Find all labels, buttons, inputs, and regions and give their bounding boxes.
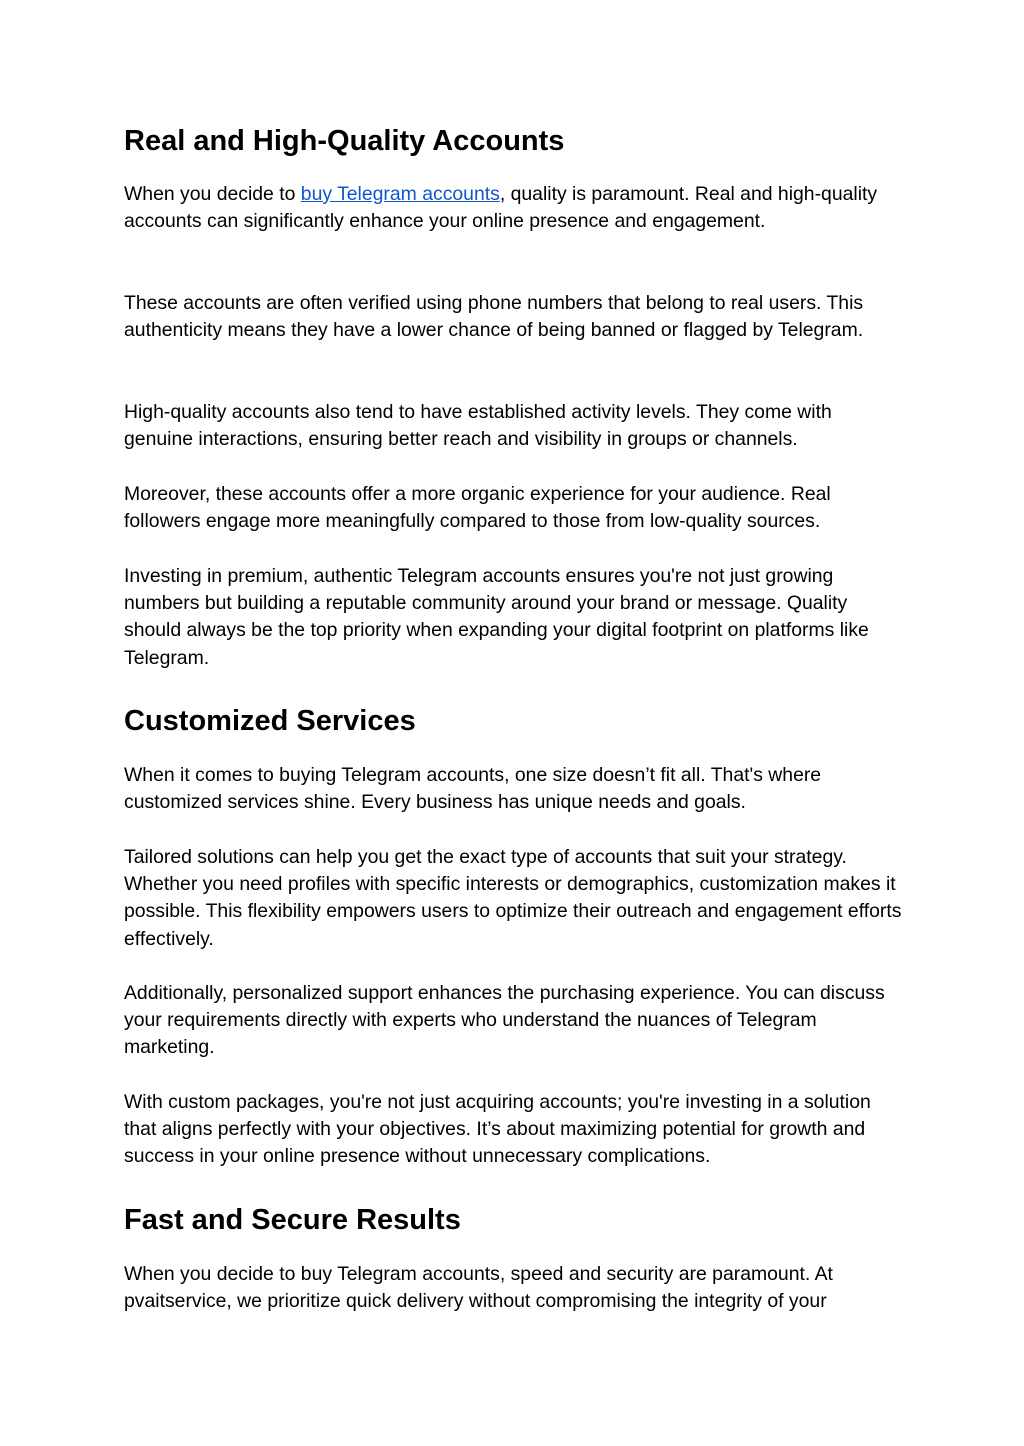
paragraph: Moreover, these accounts offer a more organic experience for your audience. Real followers engage more meaningfully compared to those from low-quality sources.	[124, 483, 831, 533]
paragraph: Tailored solutions can help you get the exact type of accounts that suit your strategy. Whether you need profiles with specific interests or demographics, customization makes it possible. This flexibility empowers users to optimize their outreach and engagement efforts effectively.	[124, 846, 902, 950]
paragraph-text: , quality is paramount. Real and high-quality accounts can significantly enhance your online presence and engagement.	[124, 183, 878, 233]
paragraph: Investing in premium, authentic Telegram accounts ensures you're not just growing numbers but building a reputable community around your brand or message. Quality should always be the top priority when expanding your digital footprint on platforms like Telegram.	[124, 565, 869, 669]
section-heading-fast-secure-results: Fast and Secure Results	[124, 1204, 461, 1236]
paragraph-text: When you decide to	[124, 183, 301, 205]
paragraph: When you decide to buy Telegram accounts, speed and security are paramount. At pvaitservice, we prioritize quick delivery without compromising the integrity of your	[124, 1263, 833, 1313]
buy-telegram-accounts-link[interactable]: buy Telegram accounts	[300, 183, 500, 205]
paragraph: High-quality accounts also tend to have established activity levels. They come with genuine interactions, ensuring better reach and visibility in groups or channels.	[124, 401, 832, 451]
paragraph: Additionally, personalized support enhances the purchasing experience. You can discuss your requirements directly with experts who understand the nuances of Telegram marketing.	[124, 982, 885, 1059]
paragraph	[124, 181, 904, 235]
paragraph: When it comes to buying Telegram accounts, one size doesn’t fit all. That's where customized services shine. Every business has unique needs and goals.	[124, 764, 822, 814]
section-heading-real-high-quality: Real and High-Quality Accounts	[124, 125, 565, 157]
paragraph: These accounts are often verified using phone numbers that belong to real users. This authenticity means they have a lower chance of being banned or flagged by Telegram.	[124, 292, 864, 342]
paragraph: With custom packages, you're not just acquiring accounts; you're investing in a solution that aligns perfectly with your objectives. It’s about maximizing potential for growth and success in your online presence without unnecessary complications.	[124, 1091, 871, 1168]
section-heading-customized-services: Customized Services	[124, 705, 416, 737]
